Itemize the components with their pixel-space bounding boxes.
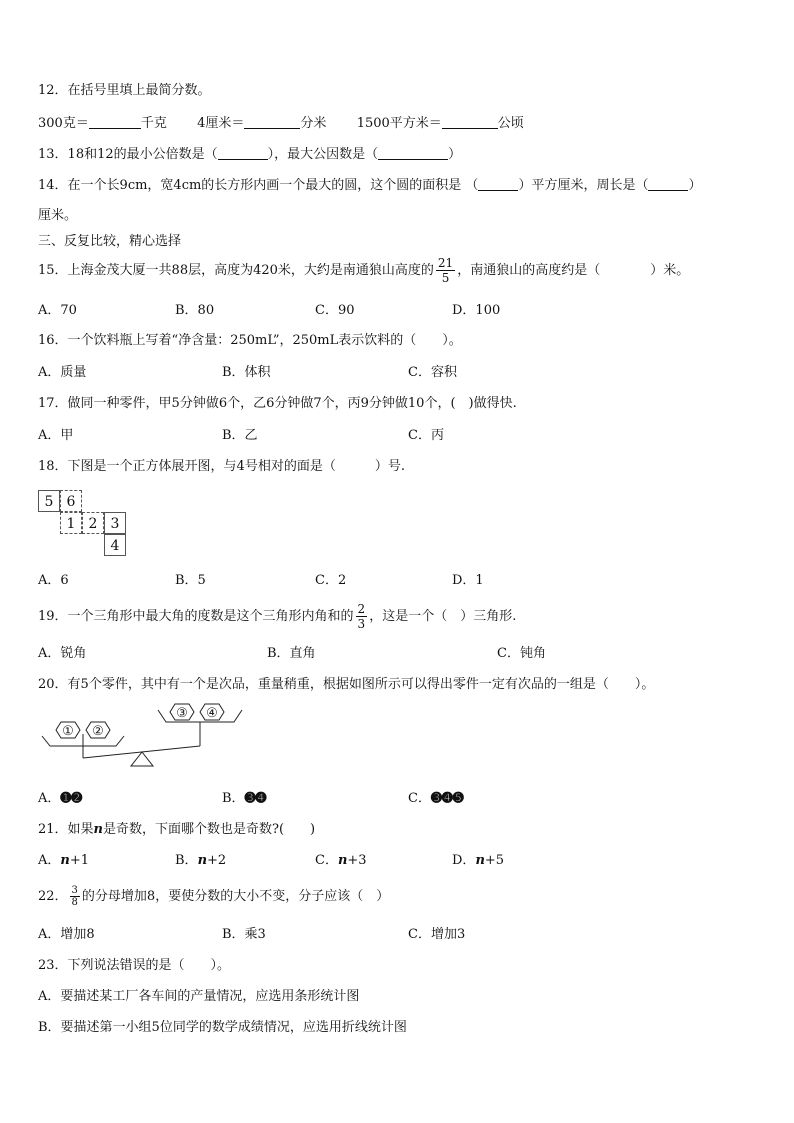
part-1-label: ① — [62, 724, 74, 739]
q15-option-c[interactable]: C．90 — [315, 303, 355, 318]
q14-text-a: 14．在一个长9cm，宽4cm的长方形内画一个最大的圆，这个圆的面积是 （ — [38, 178, 479, 193]
q17-text: 17．做同一种零件，甲5分钟做6个，乙6分钟做7个，丙9分钟做10个，( )做得快. — [38, 396, 517, 411]
q15-text-b: ，南通狼山的高度约是（ — [457, 263, 601, 278]
q21-option-d-var: n — [475, 853, 485, 868]
q19-frac-den: 3 — [357, 617, 366, 631]
q15-option-d[interactable]: D．100 — [452, 303, 501, 318]
q12-blank-2[interactable] — [244, 114, 300, 129]
q13-text-c: ） — [448, 147, 462, 162]
q19-option-b[interactable]: B．直角 — [267, 646, 316, 661]
q21-option-c-var: n — [337, 853, 348, 868]
q21-option-a[interactable] — [38, 852, 89, 870]
q12-part2: 4厘米＝ — [197, 116, 245, 131]
q12-blanks-row — [38, 114, 524, 133]
balance-scale-diagram — [38, 700, 248, 780]
q19-option-a[interactable]: A．锐角 — [38, 646, 87, 661]
q18-option-b[interactable]: B．5 — [175, 573, 206, 588]
q14-text-d: 厘米。 — [38, 208, 78, 223]
q21-option-d-suffix: +5 — [484, 853, 505, 868]
q12-title: 12．在括号里填上最简分数。 — [38, 83, 211, 98]
q17-option-c[interactable]: C．丙 — [408, 428, 444, 443]
q22-frac-num: 3 — [71, 885, 78, 896]
q13-text-b: ），最大公因数是（ — [267, 147, 379, 162]
q12-unit1: 千克 — [140, 116, 167, 131]
q22-frac-den: 8 — [71, 897, 78, 908]
q20-option-a-marks: ➊➋ — [60, 791, 83, 806]
q21-var-n: n — [93, 822, 103, 837]
q21-option-c-prefix: C． — [315, 853, 338, 868]
q19-text-b: ，这是一个（ ）三角形. — [369, 609, 517, 624]
q16-option-c[interactable]: C．容积 — [408, 365, 457, 380]
q13-line — [38, 145, 461, 164]
q20-option-a-label: A． — [38, 791, 61, 806]
net-cell-6: 6 — [60, 490, 82, 512]
q12-unit2: 分米 — [300, 116, 327, 131]
q21-option-d[interactable] — [452, 852, 504, 870]
q21-option-b-var: n — [197, 853, 208, 868]
q22-line — [38, 882, 389, 912]
fulcrum-triangle — [131, 752, 153, 766]
q22-option-a[interactable]: A．增加8 — [38, 927, 95, 942]
part-4-label: ④ — [206, 706, 218, 721]
part-3-label: ③ — [176, 706, 188, 721]
q21-option-d-prefix: D． — [452, 853, 476, 868]
q13-blank-2[interactable] — [378, 145, 448, 160]
q23-option-a[interactable]: A．要描述某工厂各车间的产量情况，应选用条形统计图 — [38, 989, 360, 1004]
q21-option-b-prefix: B． — [175, 853, 198, 868]
q21-option-a-suffix: +1 — [69, 853, 90, 868]
q13-blank-1[interactable] — [218, 145, 268, 160]
net-cell-5: 5 — [38, 490, 60, 512]
net-cell-3: 3 — [104, 512, 126, 534]
q21-text-b: 是奇数，下面哪个数也是奇数?( ) — [103, 822, 316, 837]
q15-frac-den: 5 — [441, 271, 450, 285]
q21-text-a: 21．如果 — [38, 822, 94, 837]
q22-option-b[interactable]: B．乘3 — [222, 927, 266, 942]
q23-text: 23．下列说法错误的是（ ）。 — [38, 958, 231, 973]
q14-line — [38, 176, 701, 195]
q19-text-a: 19．一个三角形中最大角的度数是这个三角形内角和的 — [38, 609, 354, 624]
q18-option-a[interactable]: A．6 — [38, 573, 69, 588]
q18-option-c[interactable]: C．2 — [315, 573, 347, 588]
net-cell-4: 4 — [104, 534, 126, 556]
q20-option-a[interactable] — [38, 790, 82, 808]
net-cell-1: 1 — [60, 512, 82, 534]
q15-fraction — [436, 256, 455, 285]
q15-option-a[interactable]: A．70 — [38, 303, 77, 318]
q12-blank-1[interactable] — [89, 114, 141, 129]
q20-text: 20．有5个零件，其中有一个是次品，重量稍重，根据如图所示可以得出零件一定有次品的一组是（ ）。 — [38, 677, 655, 692]
q21-option-a-prefix: A． — [38, 853, 61, 868]
q16-text: 16．一个饮料瓶上写着“净含量：250mL”，250mL表示饮料的（ ）。 — [38, 333, 462, 348]
q16-option-b[interactable]: B．体积 — [222, 365, 271, 380]
q18-option-d[interactable]: D．1 — [452, 573, 484, 588]
q20-option-c-marks: ➌➍➎ — [430, 791, 464, 806]
q19-frac-num: 2 — [357, 602, 366, 616]
q21-option-b[interactable] — [175, 852, 226, 870]
q22-option-c[interactable]: C．增加3 — [408, 927, 466, 942]
q16-option-a[interactable]: A．质量 — [38, 365, 87, 380]
q15-text-a: 15．上海金茂大厦一共88层，高度为420米，大约是南通狼山高度的 — [38, 263, 434, 278]
q12-blank-3[interactable] — [442, 114, 498, 129]
q22-prefix: 22． — [38, 889, 68, 904]
q20-option-b[interactable] — [222, 790, 266, 808]
q21-option-c-suffix: +3 — [347, 853, 367, 868]
q12-part1: 300克＝ — [38, 116, 89, 131]
q15-line — [38, 256, 689, 286]
q20-option-c-label: C． — [408, 791, 431, 806]
q19-fraction — [356, 602, 368, 631]
q22-fraction — [70, 885, 80, 908]
q20-option-c[interactable] — [408, 790, 464, 808]
q17-option-b[interactable]: B．乙 — [222, 428, 258, 443]
part-2-label: ② — [92, 724, 104, 739]
q13-text-a: 13．18和12的最小公倍数是（ — [38, 147, 218, 162]
q14-blank-1[interactable] — [478, 176, 518, 191]
q21-option-c[interactable] — [315, 852, 367, 870]
section-heading: 三、反复比较，精心选择 — [38, 234, 182, 249]
q18-text: 18．下图是一个正方体展开图，与4号相对的面是（ ）号. — [38, 459, 405, 474]
q17-option-a[interactable]: A．甲 — [38, 428, 74, 443]
q14-text-c: ） — [688, 178, 702, 193]
q21-line — [38, 821, 315, 839]
q20-option-b-label: B． — [222, 791, 245, 806]
cube-net-diagram — [38, 490, 138, 560]
q14-text-b: ）平方厘米，周长是（ — [518, 178, 649, 193]
q22-text: 的分母增加8，要使分数的大小不变，分子应该（ ） — [81, 889, 390, 904]
q20-option-b-marks: ➌➍ — [244, 791, 267, 806]
q19-line — [38, 602, 516, 632]
q21-option-a-var: n — [60, 853, 70, 868]
q19-option-c[interactable]: C．钝角 — [497, 646, 546, 661]
q23-option-b[interactable]: B．要描述第一小组5位同学的数学成绩情况，应选用折线统计图 — [38, 1020, 407, 1035]
q14-blank-2[interactable] — [648, 176, 688, 191]
q12-part3: 1500平方米＝ — [356, 116, 442, 131]
q15-frac-num: 21 — [437, 256, 454, 270]
q15-text-c: ）米。 — [650, 263, 690, 278]
q12-unit3: 公顷 — [497, 116, 524, 131]
q15-option-b[interactable]: B．80 — [175, 303, 215, 318]
q21-option-b-suffix: +2 — [207, 853, 227, 868]
net-cell-2: 2 — [82, 512, 104, 534]
